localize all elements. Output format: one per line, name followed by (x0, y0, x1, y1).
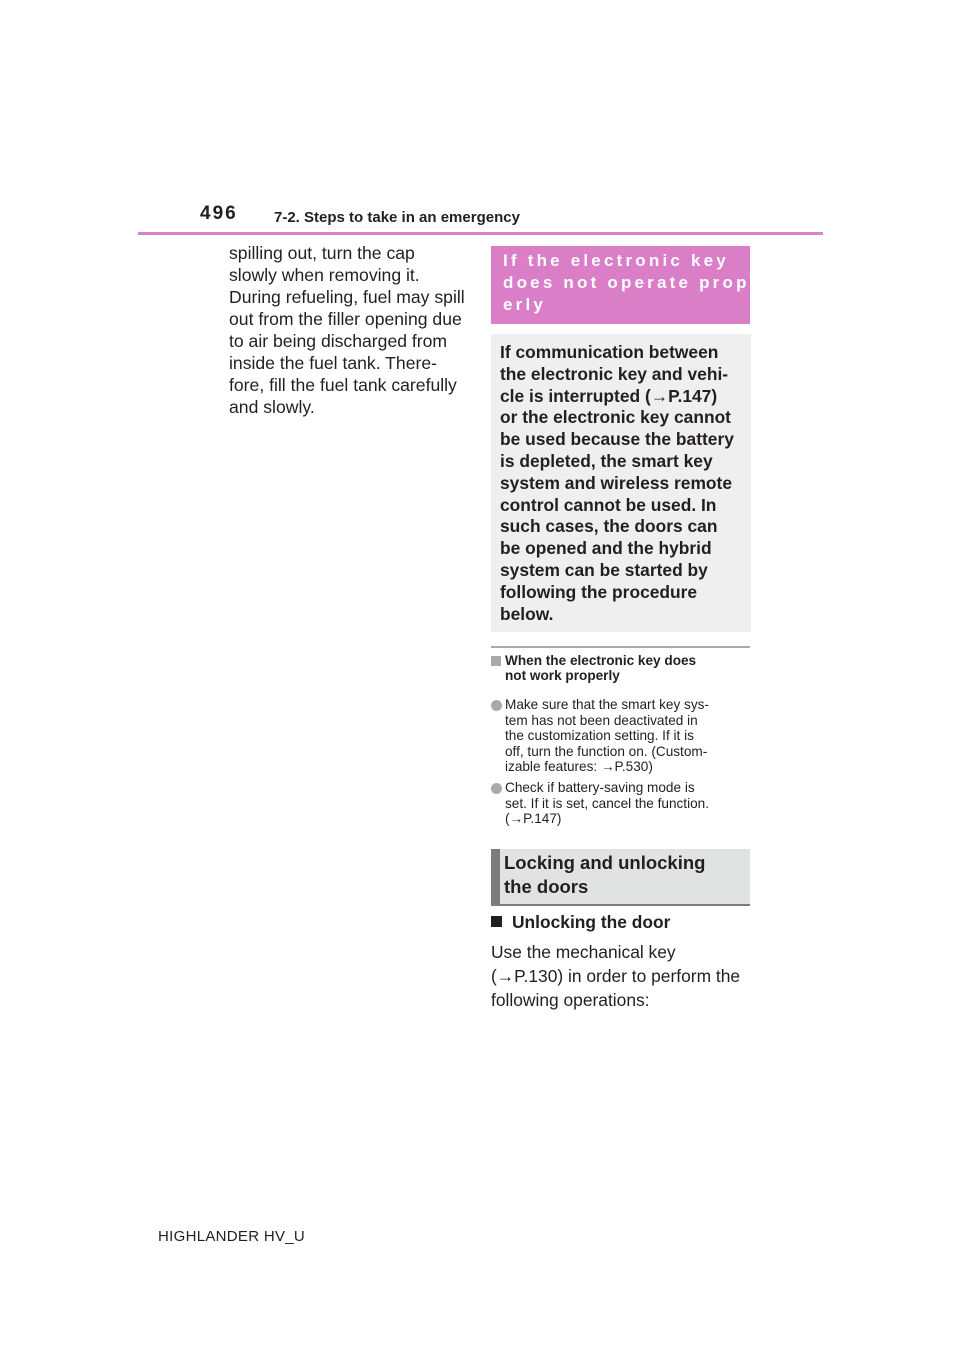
subheading-text: Unlocking the door (512, 912, 671, 932)
intro-box (491, 334, 751, 632)
bullet-line: Check if battery-saving mode is (505, 780, 695, 795)
text-line: fore, fill the fuel tank carefully (229, 375, 457, 395)
page-number: 496 (200, 203, 238, 224)
heading-line: erly (503, 295, 547, 314)
unlocking-body (491, 940, 753, 1012)
left-column-text (229, 242, 474, 418)
intro-line: below. (500, 603, 554, 624)
bullet-line: the customization setting. If it is (505, 728, 694, 743)
square-bullet-icon (491, 916, 502, 927)
note-bullet (491, 697, 753, 775)
bullet-line: off, turn the function on. (Custom- (505, 743, 708, 759)
intro-line: be opened and the hybrid (500, 538, 712, 559)
heading-line: the doors (504, 876, 589, 897)
header-divider (138, 232, 823, 235)
text-line: spilling out, turn the cap (229, 243, 415, 263)
footer-model: HIGHLANDER HV_U (158, 1228, 306, 1245)
heading-line: Locking and unlocking (504, 852, 706, 873)
intro-line: such cases, the doors can (500, 516, 718, 537)
unlocking-subheading (491, 911, 670, 933)
round-bullet-icon (491, 700, 502, 711)
text-line: During refueling, fuel may spill (229, 287, 465, 307)
intro-line: or the electronic key cannot (500, 407, 731, 428)
intro-line: is depleted, the smart key (500, 450, 713, 471)
note-heading-line: When the electronic key does (505, 653, 697, 668)
text-line: out from the filler opening due (229, 309, 462, 329)
square-bullet-icon (491, 656, 501, 666)
note-divider (491, 646, 750, 648)
note-heading-line: not work properly (505, 668, 620, 683)
bullet-line: set. If it is set, cancel the function. (505, 795, 710, 811)
electronic-key-heading (491, 246, 759, 324)
bullet-line: Make sure that the smart key sys- (505, 697, 709, 712)
note-bullet (491, 780, 753, 827)
round-bullet-icon (491, 783, 502, 794)
note-heading (491, 653, 753, 683)
intro-line: be used because the battery (500, 429, 734, 450)
body-line: (→P.130) in order to perform the (491, 966, 741, 986)
bullet-line: tem has not been deactivated in (505, 712, 698, 728)
body-line: following operations: (491, 990, 650, 1010)
text-line: and slowly. (229, 397, 315, 417)
bullet-line: izable features: →P.530) (505, 759, 653, 774)
locking-heading (491, 849, 750, 906)
intro-line: cle is interrupted (→P.147) (500, 385, 718, 406)
section-title: 7-2. Steps to take in an emergency (274, 209, 520, 226)
intro-line: system and wireless remote (500, 472, 732, 493)
intro-line: following the procedure (500, 581, 698, 602)
intro-line: the electronic key and vehi- (500, 363, 729, 384)
text-line: to air being discharged from (229, 331, 448, 351)
heading-line: does not operate prop- (503, 273, 759, 292)
bullet-line: (→P.147) (505, 811, 562, 826)
heading-line: If the electronic key (503, 251, 729, 270)
text-line: slowly when removing it. (229, 265, 420, 285)
intro-line: system can be started by (500, 559, 708, 580)
intro-line: control cannot be used. In (500, 494, 717, 515)
body-line: Use the mechanical key (491, 942, 676, 962)
intro-line: If communication between (500, 342, 719, 362)
text-line: inside the fuel tank. There- (229, 353, 437, 373)
